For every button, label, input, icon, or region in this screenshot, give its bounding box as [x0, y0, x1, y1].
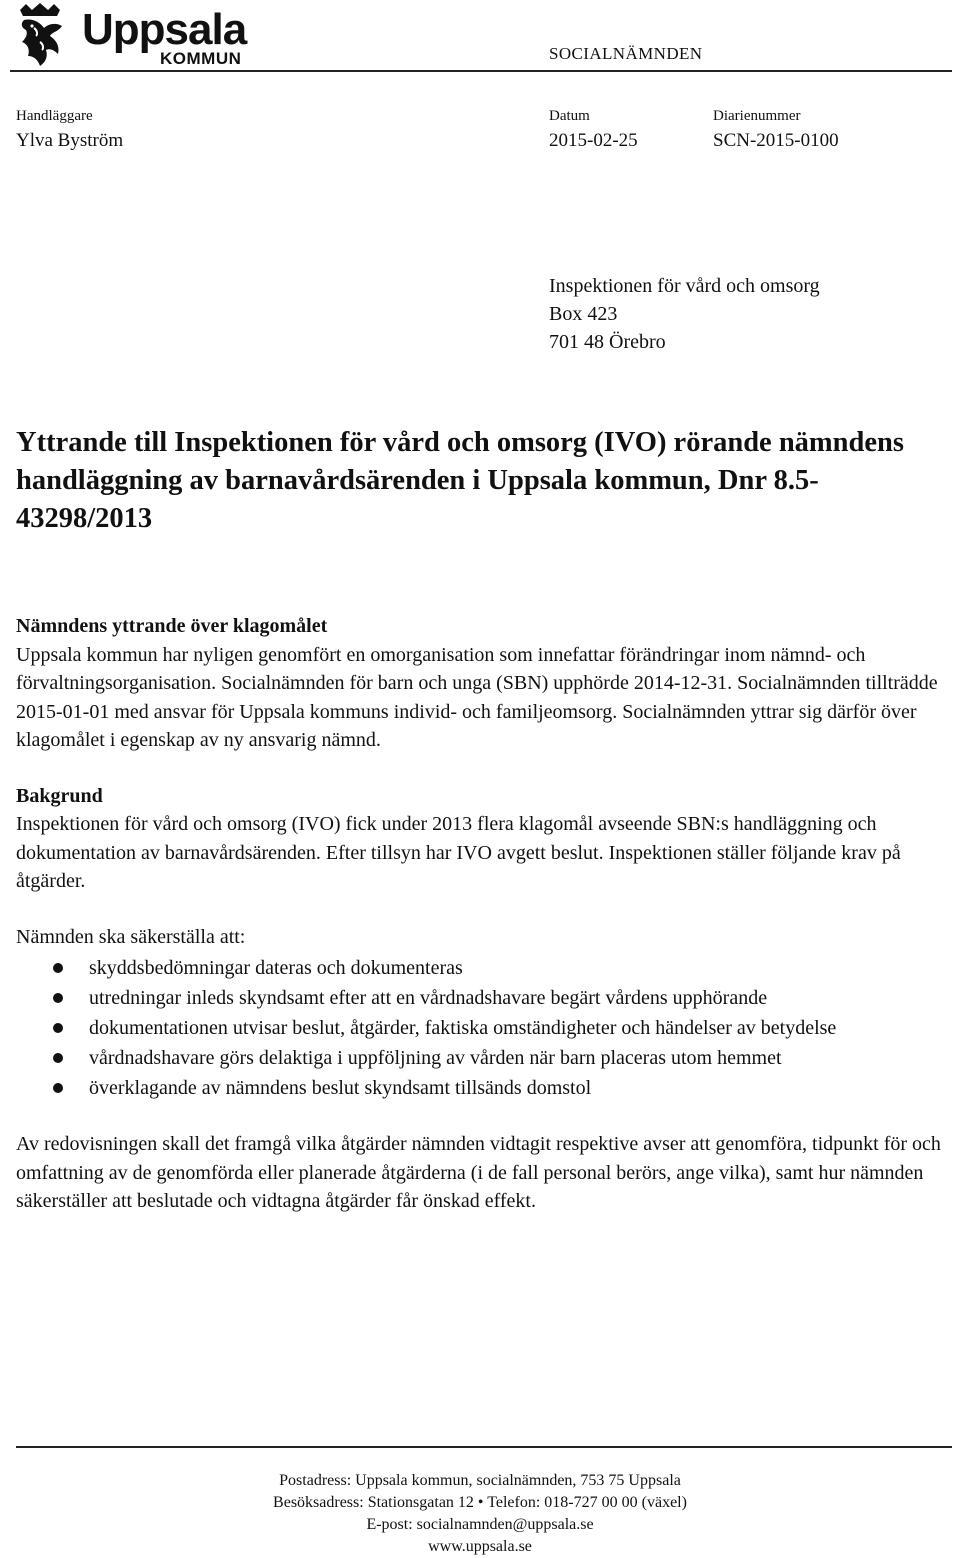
footer-divider: [16, 1446, 952, 1448]
list-item-text: överklagande av nämndens beslut skyndsamt tillsänds domstol: [89, 1077, 592, 1099]
handlaggare-label: Handläggare: [16, 108, 93, 124]
footer-email-link[interactable]: E-post: socialnamnden@uppsala.se: [366, 1516, 594, 1533]
bullet-icon: [53, 1083, 63, 1093]
logo-subtitle: KOMMUN: [160, 49, 242, 68]
address-line: Box 423: [549, 303, 618, 325]
department-name: SOCIALNÄMNDEN: [549, 44, 703, 63]
bullet-icon: [53, 1023, 63, 1033]
section-bakgrund: [16, 782, 946, 896]
list-item: [16, 1043, 946, 1073]
list-item: [16, 1073, 946, 1103]
closing-paragraph: Av redovisningen skall det framgå vilka åtgärder nämnden vidtagit respektive avser att genomföra, tidpunkt för och omfattning av de genomförda eller planerade åtgärderna (i de fall personal berörs, ange vilka), samt hur nämnden säkerställer att beslutade och vidtagna åtgärder får önskad effekt.: [16, 1133, 941, 1212]
logo-wordmark: Uppsala: [82, 5, 247, 54]
datum-label: Datum: [549, 108, 590, 124]
document-title: Yttrande till Inspektionen för vård och omsorg (IVO) rörande nämndens handläggning av barnavårdsärenden i Uppsala kommun, Dnr 8.5-43298/2013: [16, 427, 904, 534]
list-item: [16, 1013, 946, 1043]
list-item-text: dokumentationen utvisar beslut, åtgärder, faktiska omständigheter och händelser av betydelse: [89, 1017, 837, 1039]
list-item: [16, 953, 946, 983]
list-item-text: utredningar inleds skyndsamt efter att en vårdnadshavare begärt vårdens upphörande: [89, 987, 768, 1009]
bullet-icon: [53, 1053, 63, 1063]
diarienummer-label: Diarienummer: [713, 108, 801, 124]
section-heading: Bakgrund: [16, 784, 103, 807]
address-line: Inspektionen för vård och omsorg: [549, 275, 820, 297]
diarienummer-value: SCN-2015-0100: [713, 130, 839, 151]
bullet-icon: [53, 993, 63, 1003]
meta-diarienummer: [713, 106, 839, 154]
lion-emblem-icon: [10, 2, 70, 68]
address-line: 701 48 Örebro: [549, 331, 666, 353]
uppsala-kommun-logo: [10, 2, 272, 68]
meta-datum: [549, 106, 638, 154]
footer-besoksadress: Besöksadress: Stationsgatan 12 • Telefon: 018-727 00 00 (växel): [273, 1494, 687, 1511]
list-intro: Nämnden ska säkerställa att:: [16, 925, 246, 948]
section-heading: Nämndens yttrande över klagomålet: [16, 615, 328, 637]
footer-website-link[interactable]: www.uppsala.se: [428, 1538, 532, 1555]
list-item-text: vårdnadshavare görs delaktiga i uppföljning av vården när barn placeras utom hemmet: [89, 1047, 782, 1069]
datum-value: 2015-02-25: [549, 130, 638, 151]
handlaggare-value: Ylva Byström: [16, 130, 124, 151]
recipient-address: [549, 272, 820, 356]
bullet-icon: [53, 963, 63, 973]
footer-postadress: Postadress: Uppsala kommun, socialnämnden, 753 75 Uppsala: [279, 1472, 681, 1489]
list-item: [16, 983, 946, 1013]
list-item-text: skyddsbedömningar dateras och dokumenteras: [89, 957, 463, 979]
section-paragraph: Uppsala kommun har nyligen genomfört en omorganisation som innefattar förändringar inom nämnd- och förvaltningsorganisation. Socialnämnden för barn och unga (SBN) upphörde 2014-12-31. Socialnämnden tillträdde 2015-01-01 med ansvar för Uppsala kommuns individ- och familjeomsorg. Socialnämnden yttrar sig därför över klagomålet i egenskap av ny ansvarig nämnd.: [16, 643, 938, 751]
meta-handlaggare: [16, 106, 123, 154]
requirements-list: [16, 953, 946, 1103]
section-paragraph: Inspektionen för vård och omsorg (IVO) fick under 2013 flera klagomål avseende SBN:s handläggning och dokumentation av barnavårdsärenden. Efter tillsyn har IVO avgett beslut. Inspektionen ställer följande krav på åtgärder.: [16, 813, 901, 892]
header-divider: [10, 70, 952, 72]
section-yttrande: [16, 612, 946, 755]
footer: [0, 1470, 960, 1558]
document-body: [16, 612, 946, 1216]
